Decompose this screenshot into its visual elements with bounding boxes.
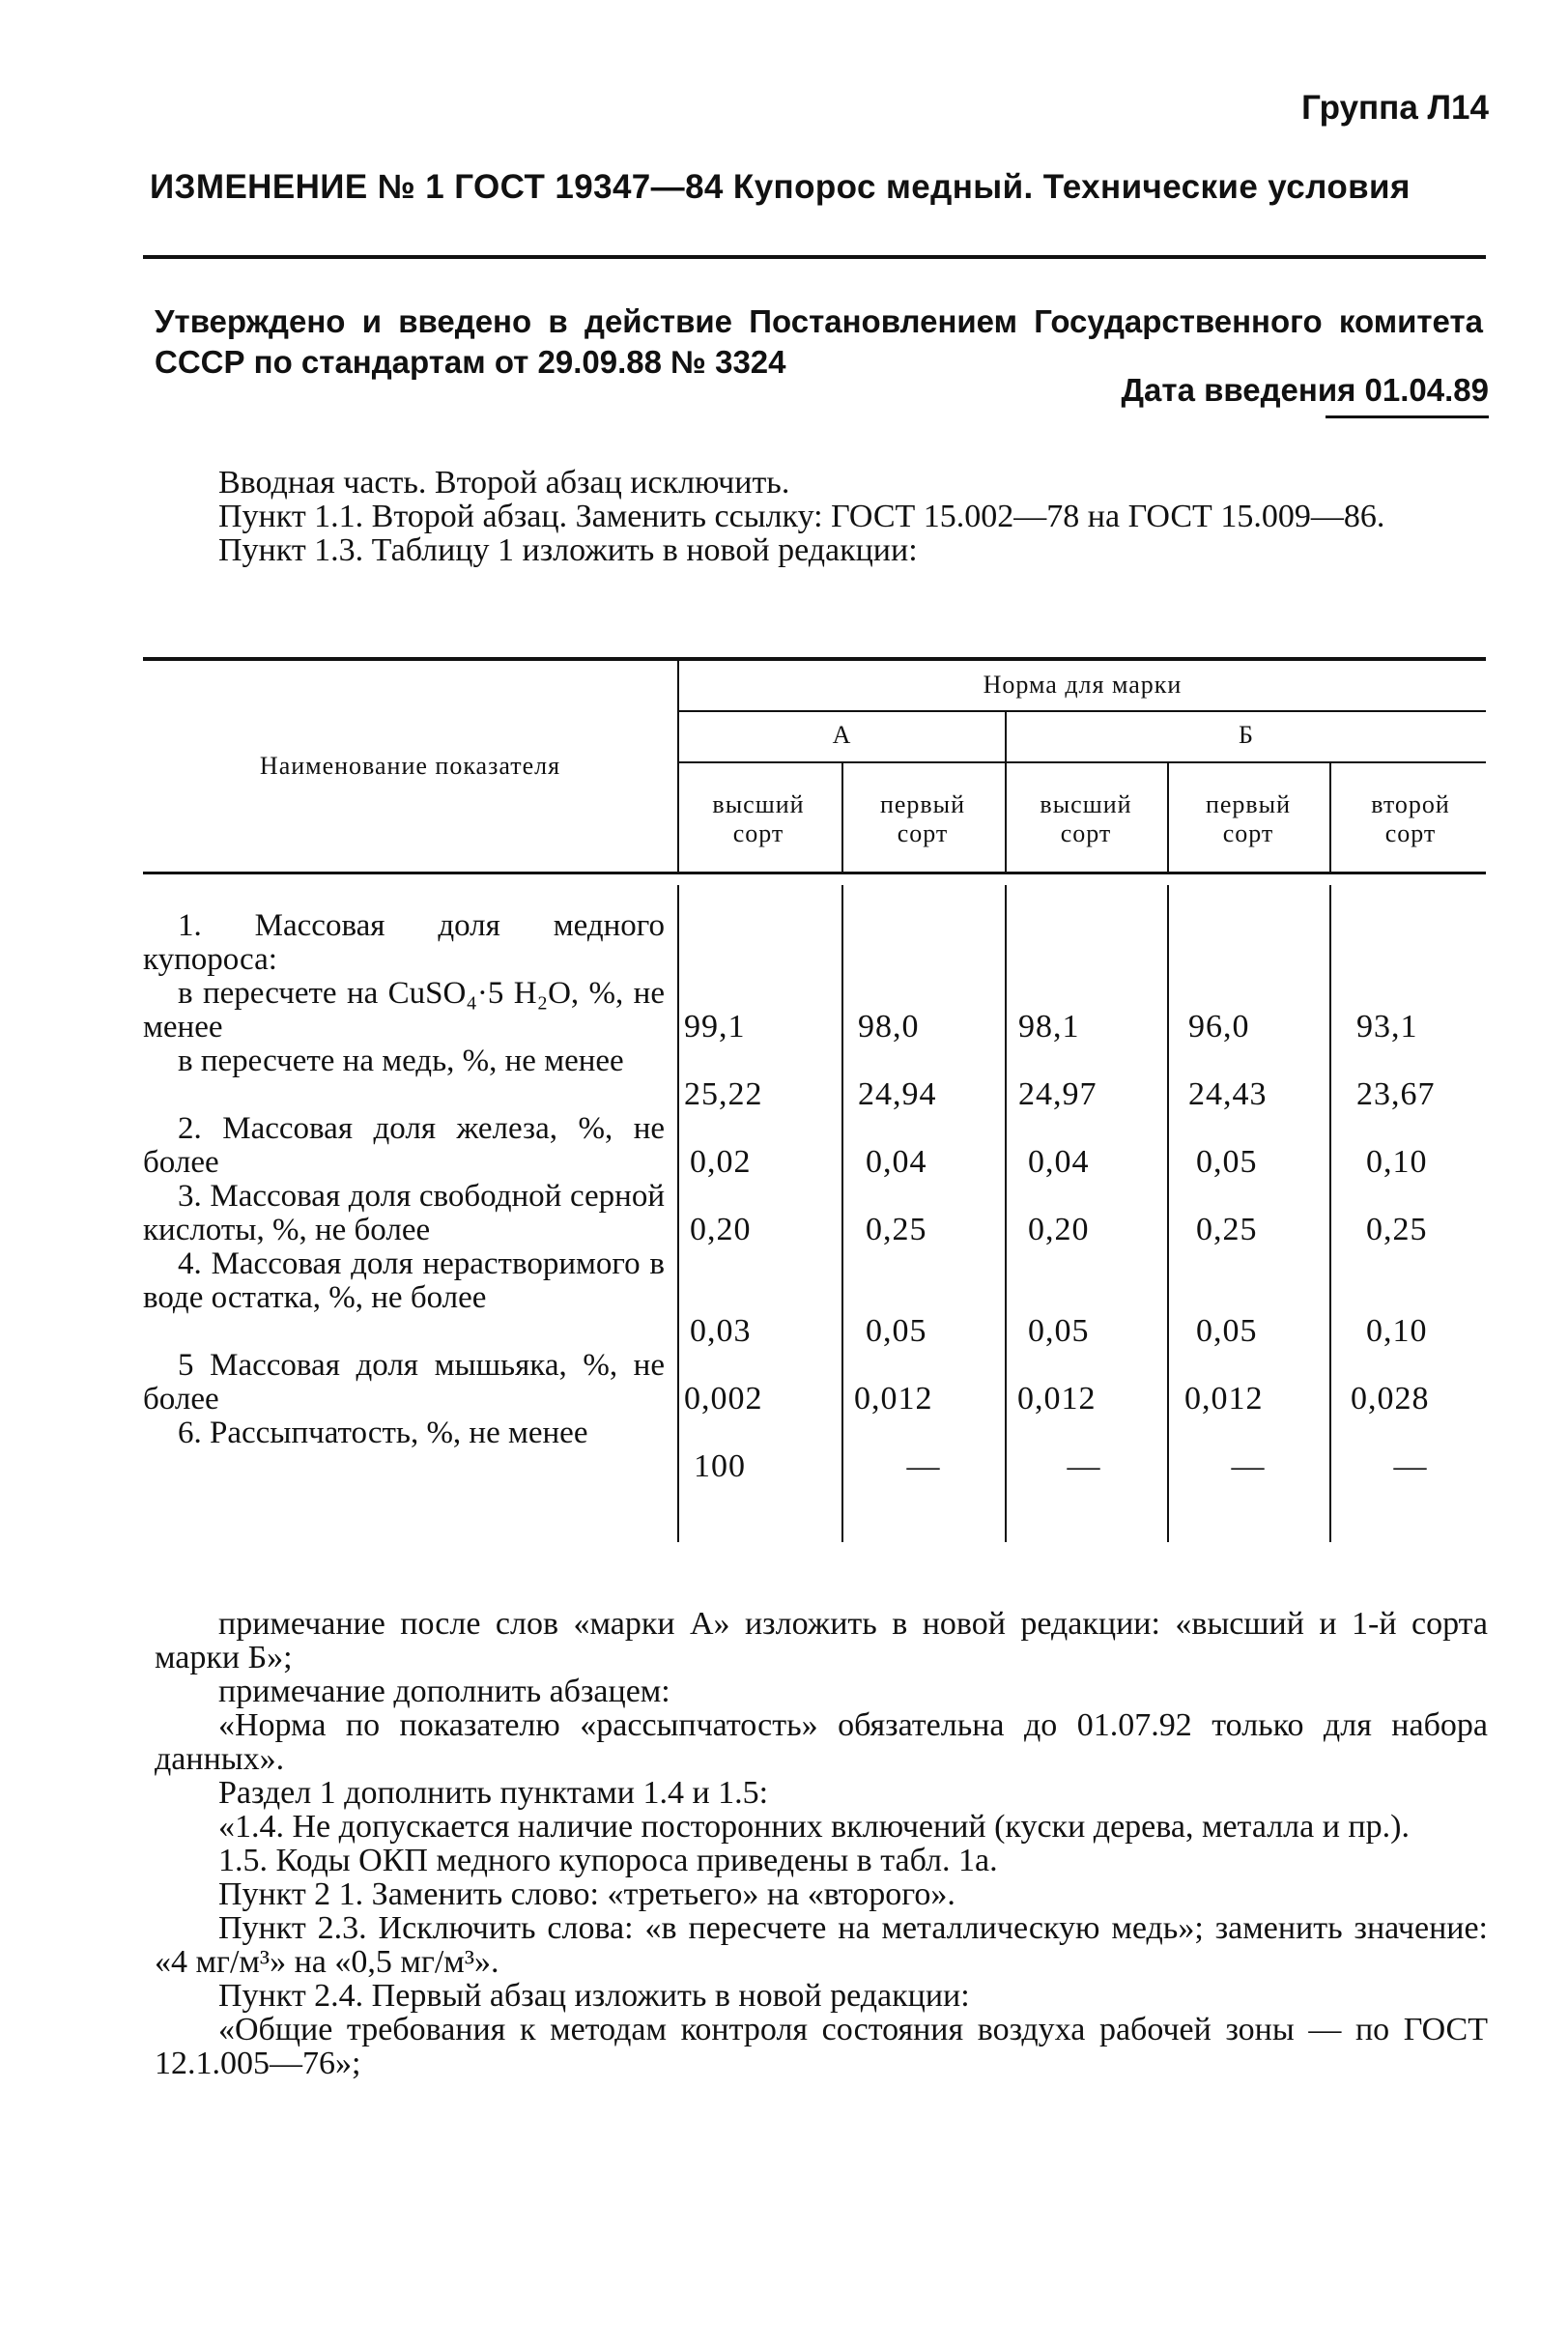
intro-paragraph: Пункт 1.3. Таблицу 1 изложить в новой редакции: xyxy=(218,532,918,568)
body-paragraph: Раздел 1 дополнить пунктами 1.4 и 1.5: xyxy=(218,1775,769,1811)
date-value: 01.04.89 xyxy=(1364,372,1489,408)
body-paragraph: Пункт 2.3. Исключить слова: «в пересчете на металлическую медь»; заменить значение: «4 мг/м³» на «0,5 мг/м³». xyxy=(155,1910,1488,1980)
table-cell: 0,05 xyxy=(866,1313,927,1349)
table-cell: 0,05 xyxy=(1196,1313,1258,1349)
table-cell: 23,67 xyxy=(1356,1076,1436,1112)
grade-header: первый сорт xyxy=(879,790,966,847)
table-top-rule xyxy=(143,657,1486,661)
intro-section xyxy=(155,466,1488,567)
mark-a-header: А xyxy=(832,721,852,749)
mark-rule xyxy=(679,761,1486,763)
row-label-line: 6. Рассыпчатость, %, не менее xyxy=(178,1416,588,1450)
intro-paragraph: Вводная часть. Второй абзац исключить. xyxy=(218,465,790,501)
table-cell: 98,0 xyxy=(858,1009,920,1045)
table-cell: — xyxy=(1231,1448,1266,1484)
table-cell: 0,25 xyxy=(1366,1212,1428,1247)
table-cell: 24,43 xyxy=(1188,1076,1268,1112)
table-cell: — xyxy=(906,1448,941,1484)
table-cell: 0,10 xyxy=(1366,1313,1428,1349)
row-label-line: в пересчете на CuSO₄·5 H₂O, %, не менее xyxy=(143,976,665,1045)
header-col-divider xyxy=(841,761,843,872)
body-col-divider xyxy=(1329,885,1331,1542)
table-cell: 0,028 xyxy=(1351,1381,1430,1417)
table-cell: 0,002 xyxy=(684,1381,763,1417)
body-paragraph: примечание после слов «марки А» изложить в новой редакции: «высший и 1-й сорта марки Б»; xyxy=(155,1606,1488,1675)
table-cell: 100 xyxy=(694,1448,746,1484)
grade-header: высший сорт xyxy=(1040,790,1132,847)
row-label-line: 1. Массовая доля медного купороса: xyxy=(143,908,665,977)
column-header-name: Наименование показателя xyxy=(259,752,561,780)
table-cell: 0,012 xyxy=(1017,1381,1097,1417)
table-cell: 0,20 xyxy=(1028,1212,1090,1247)
intro-paragraph: Пункт 1.1. Второй абзац. Заменить ссылку: ГОСТ 15.002—78 на ГОСТ 15.009—86. xyxy=(218,499,1385,534)
table-cell: 0,04 xyxy=(1028,1144,1090,1180)
table-cell: 0,012 xyxy=(854,1381,933,1417)
grade-header: второй сорт xyxy=(1371,790,1450,847)
table-cell: — xyxy=(1067,1448,1101,1484)
row-label-line: 5 Массовая доля мышьяка, %, не более xyxy=(143,1348,665,1417)
table-cell: 0,02 xyxy=(690,1144,752,1180)
table-row-label xyxy=(143,1045,665,1078)
table-cell: 24,94 xyxy=(858,1076,937,1112)
title-divider xyxy=(143,255,1486,259)
table-row-label xyxy=(143,1112,665,1180)
table-cell: 0,10 xyxy=(1366,1144,1428,1180)
specification-table xyxy=(143,657,1486,1546)
body-paragraph: «1.4. Не допускается наличие посторонних включений (куски дерева, металла и пр.). xyxy=(218,1809,1410,1845)
table-row-label xyxy=(143,1349,665,1417)
row-label-line: 2. Массовая доля железа, %, не более xyxy=(143,1111,665,1180)
date-label: Дата введения xyxy=(1121,372,1356,408)
body-col-divider xyxy=(677,885,679,1542)
table-cell: 0,05 xyxy=(1196,1144,1258,1180)
row-label-line: 4. Массовая доля нерастворимого в воде остатка, %, не более xyxy=(143,1246,665,1315)
body-paragraph: «Норма по показателю «рассыпчатость» обязательна до 01.07.92 только для набора данных». xyxy=(155,1707,1488,1777)
amendment-text xyxy=(155,1607,1488,2080)
norm-rule xyxy=(679,710,1486,712)
table-row-label xyxy=(143,1180,665,1247)
table-cell: 96,0 xyxy=(1188,1009,1250,1045)
body-paragraph: Пункт 2 1. Заменить слово: «третьего» на «второго». xyxy=(218,1876,955,1912)
body-col-divider xyxy=(1167,885,1169,1542)
grade-header: высший сорт xyxy=(712,790,805,847)
body-paragraph: Пункт 2.4. Первый абзац изложить в новой редакции: xyxy=(218,1978,970,2014)
date-underline xyxy=(1326,415,1489,418)
table-cell: 0,25 xyxy=(1196,1212,1258,1247)
table-cell: 0,04 xyxy=(866,1144,927,1180)
table-cell: 0,05 xyxy=(1028,1313,1090,1349)
effective-date xyxy=(1122,372,1489,409)
table-cell: 25,22 xyxy=(684,1076,763,1112)
mark-b-header: Б xyxy=(1239,721,1254,749)
body-paragraph: «Общие требования к методам контроля состояния воздуха рабочей зоны — по ГОСТ 12.1.005—76»; xyxy=(155,2012,1488,2081)
table-cell: 99,1 xyxy=(684,1009,746,1045)
table-row-label xyxy=(143,1247,665,1315)
table-cell: 0,03 xyxy=(690,1313,752,1349)
table-row-label xyxy=(143,909,665,1045)
header-col-divider xyxy=(1329,761,1331,872)
column-header-norm: Норма для марки xyxy=(983,671,1183,699)
table-header-rule xyxy=(143,872,1486,874)
group-label: Группа Л14 xyxy=(1301,89,1489,127)
table-cell: 98,1 xyxy=(1018,1009,1080,1045)
table-cell: 0,20 xyxy=(690,1212,752,1247)
table-cell: — xyxy=(1393,1448,1428,1484)
document-title: ИЗМЕНЕНИЕ № 1 ГОСТ 19347—84 Купорос медный. Технические условия xyxy=(150,168,1411,206)
approval-statement: Утверждено и введено в действие Постановлением Государственного комитета СССР по стандартам от 29.09.88 № 3324 xyxy=(155,303,1483,380)
grade-header: первый сорт xyxy=(1205,790,1292,847)
table-cell: 0,25 xyxy=(866,1212,927,1247)
body-col-divider xyxy=(841,885,843,1542)
body-paragraph: 1.5. Коды ОКП медного купороса приведены в табл. 1а. xyxy=(218,1843,998,1878)
row-label-line: 3. Массовая доля свободной серной кислоты, %, не более xyxy=(143,1179,665,1247)
table-cell: 0,012 xyxy=(1184,1381,1264,1417)
header-col-divider xyxy=(1167,761,1169,872)
table-cell: 93,1 xyxy=(1356,1009,1418,1045)
row-label-line: в пересчете на медь, %, не менее xyxy=(178,1044,624,1078)
table-row-label xyxy=(143,1417,665,1450)
body-col-divider xyxy=(1005,885,1007,1542)
body-paragraph: примечание дополнить абзацем: xyxy=(218,1674,670,1709)
table-cell: 24,97 xyxy=(1018,1076,1098,1112)
